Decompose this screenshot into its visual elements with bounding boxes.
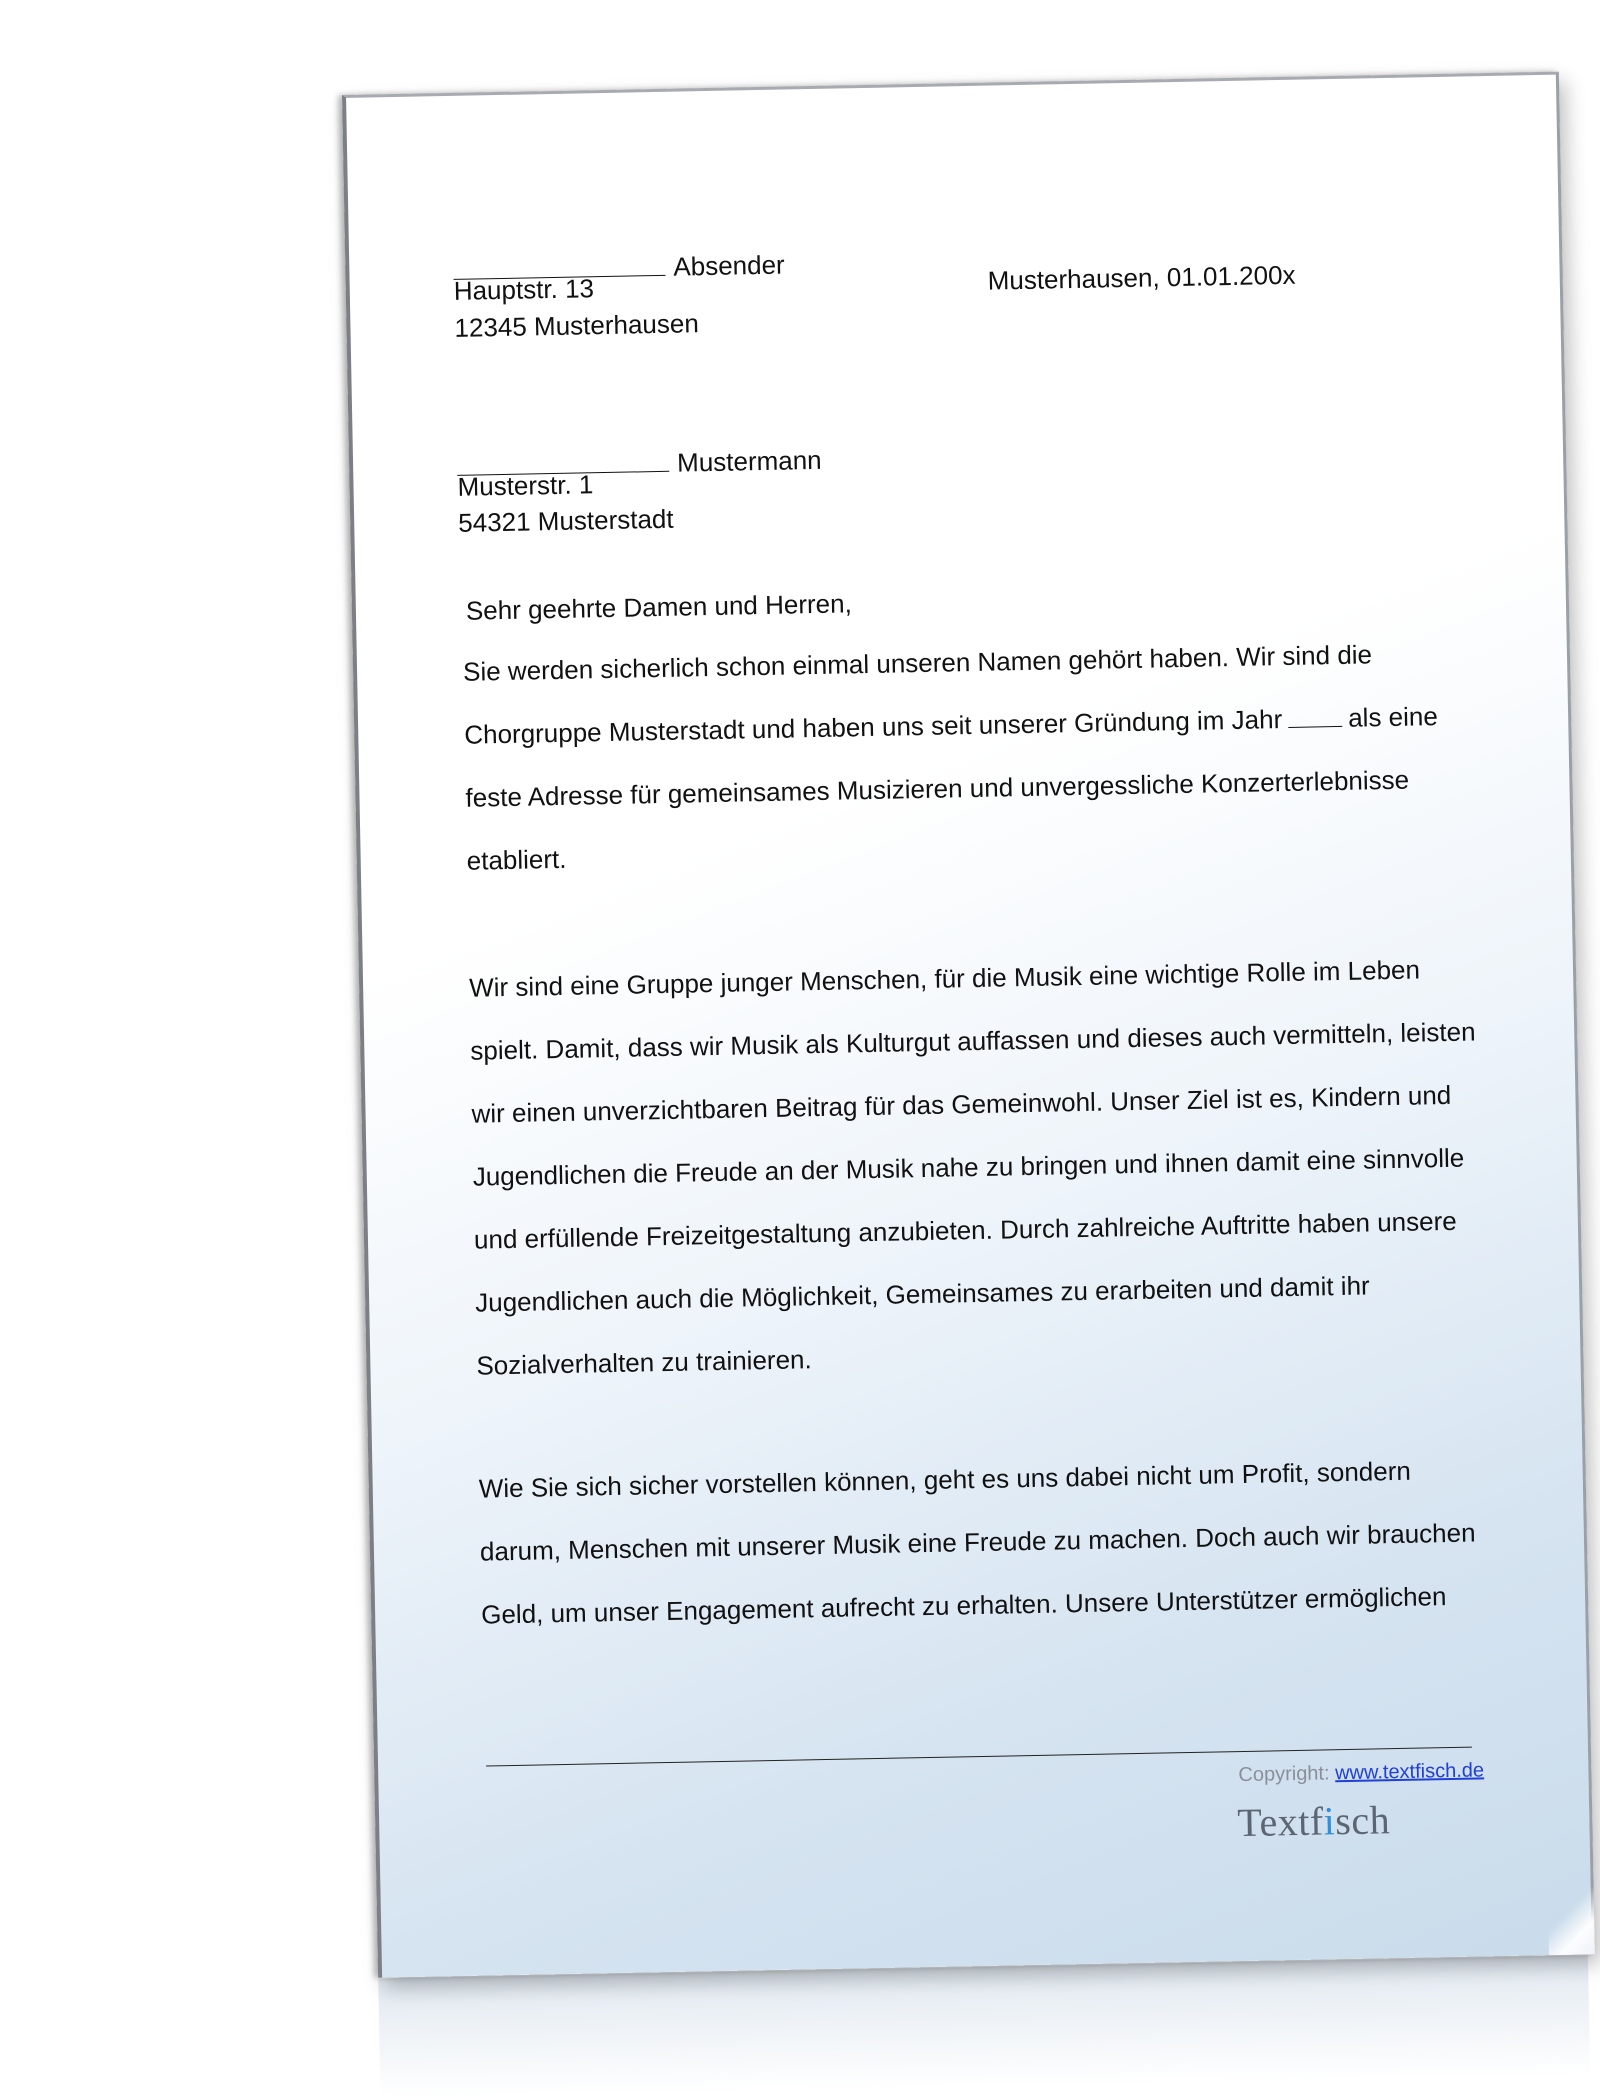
paragraph1-line: Sie werden sicherlich schon einmal unseren Namen gehört haben. Wir sind die — [462, 639, 1373, 687]
paper-sheet-wrapper — [342, 72, 1588, 1975]
paper-sheet — [342, 72, 1595, 1978]
paragraph2-line: Jugendlichen auch die Möglichkeit, Gemeinsames zu erarbeiten und damit ihr — [474, 1270, 1370, 1318]
copyright-link[interactable]: www.textfisch.de — [1334, 1759, 1485, 1785]
recipient-name-label: Mustermann — [676, 444, 822, 478]
sender-name-label: Absender — [673, 249, 785, 282]
year-blank — [1288, 706, 1342, 728]
sender-street: Hauptstr. 13 — [453, 273, 595, 306]
copyright-notice — [1238, 1759, 1484, 1787]
paragraph1-line2-end: als eine — [1347, 701, 1439, 733]
paragraph2-line: spielt. Damit, dass wir Musik als Kulturgut auffassen und dieses auch vermitteln, leisten — [470, 1016, 1476, 1066]
copyright-label: Copyright: — [1238, 1762, 1330, 1787]
paragraph2-line: Sozialverhalten zu trainieren. — [476, 1344, 812, 1381]
paragraph1-line: etabliert. — [466, 843, 567, 876]
fish-icon: i — [1323, 1798, 1336, 1844]
paragraph1-line: feste Adresse für gemeinsames Musizieren und unvergessliche Konzerterlebnisse — [465, 764, 1410, 813]
paragraph2-line: wir einen unverzichtbaren Beitrag für das Gemeinwohl. Unser Ziel ist es, Kindern und — [471, 1079, 1452, 1129]
paragraph3-line: Geld, um unser Engagement aufrecht zu erhalten. Unsere Unterstützer ermöglichen — [480, 1581, 1447, 1630]
recipient-street: Musterstr. 1 — [457, 469, 594, 502]
paragraph2-line: Wir sind eine Gruppe junger Menschen, für die Musik eine wichtige Rolle im Leben — [468, 954, 1421, 1003]
salutation: Sehr geehrte Damen und Herren, — [465, 588, 853, 626]
paragraph2-line: Jugendlichen die Freude an der Musik nahe zu bringen und ihnen damit eine sinnvolle — [472, 1142, 1465, 1192]
paragraph3-line: darum, Menschen mit unserer Musik eine Freude zu machen. Doch auch wir brauchen — [479, 1517, 1476, 1567]
paragraph1-line-with-blank — [464, 703, 1438, 748]
logo-text-end: sch — [1334, 1797, 1391, 1844]
paper-reflection — [378, 1955, 1590, 2098]
recipient-city: 54321 Musterstadt — [457, 503, 674, 538]
textfisch-logo — [1237, 1796, 1391, 1846]
page-curl — [1548, 1884, 1595, 1955]
sender-city: 12345 Musterhausen — [454, 308, 700, 343]
paragraph2-line: und erfüllende Freizeitgestaltung anzubieten. Durch zahlreiche Auftritte haben unsere — [473, 1205, 1457, 1255]
paragraph3-line: Wie Sie sich sicher vorstellen können, geht es uns dabei nicht um Profit, sondern — [478, 1455, 1412, 1504]
place-date: Musterhausen, 01.01.200x — [987, 259, 1296, 296]
paragraph1-line2-start: Chorgruppe Musterstadt und haben uns seit unserer Gründung im Jahr — [464, 704, 1283, 750]
logo-text-start: Textf — [1236, 1798, 1325, 1846]
